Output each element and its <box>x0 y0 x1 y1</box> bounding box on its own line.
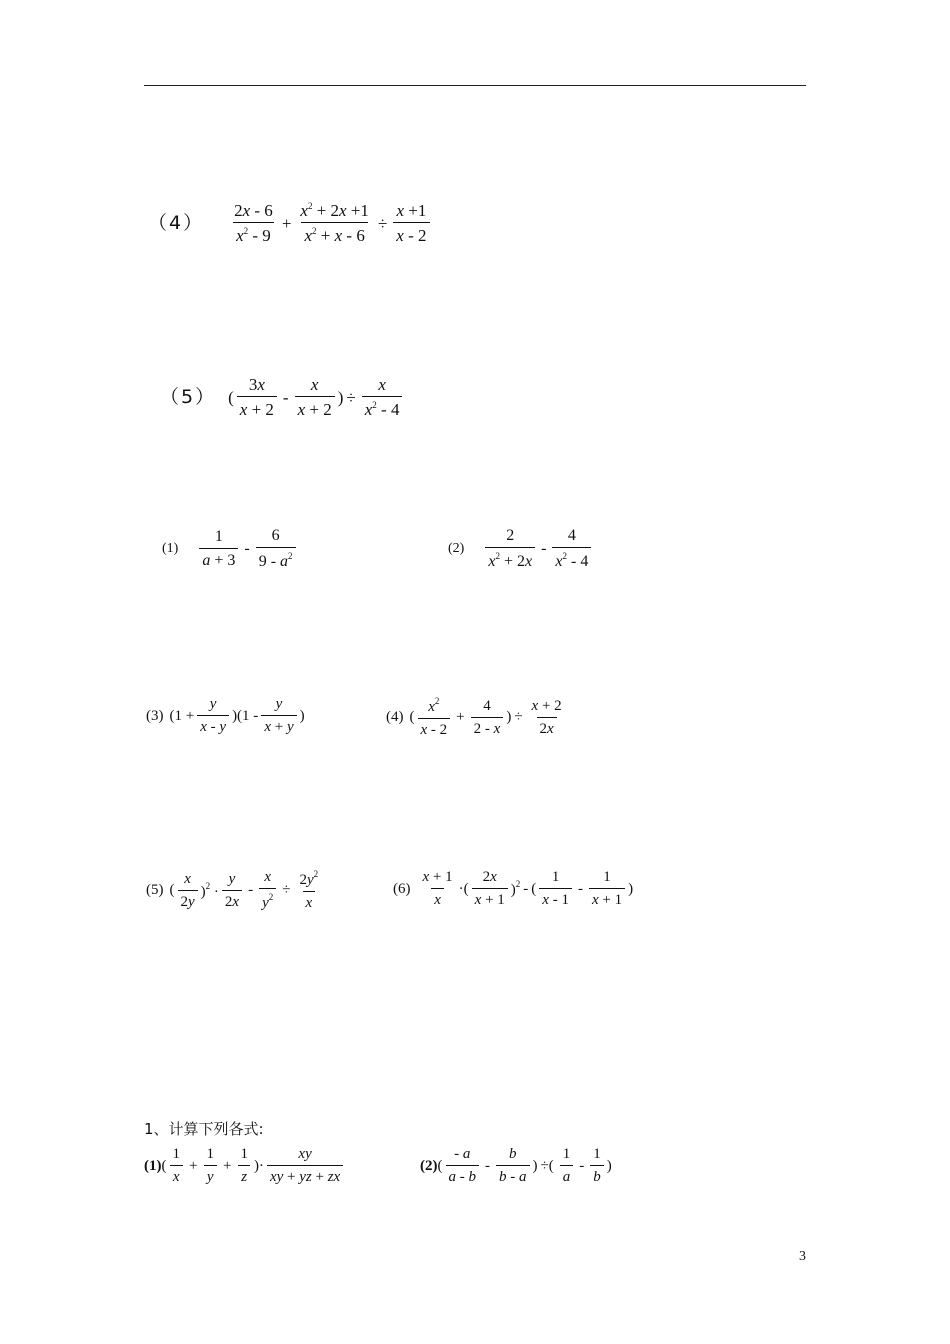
problem-label: (1) <box>162 541 179 556</box>
fraction: $\frac{3x}{x + 2}$ <box>237 376 277 418</box>
problem-3: (3) (1 + $\frac{y}{x - y}$ )(1 - $\frac{y}{x + y}$ ) <box>146 696 305 735</box>
problem-5: (5) ( $\frac{x}{2y}$ )$^2$ · $\frac{y}{2x}$ - $\frac{x}{y^2}$ ÷ $\frac{2y^2}{x}$ <box>146 870 324 911</box>
fraction: $\frac{- a}{a - b}$ <box>446 1147 480 1185</box>
problem-label: (1) <box>144 1157 162 1174</box>
fraction: $\frac{2y^2}{x}$ <box>299 869 319 911</box>
fraction: $\frac{4}{2 - x}$ <box>471 699 504 737</box>
fraction: $\frac{y}{x - y}$ <box>197 697 229 735</box>
problem-label: (6) <box>393 880 411 897</box>
fraction: $\frac{1}{x}$ <box>170 1147 184 1185</box>
problem-5-top: （5） ( $\frac{3x}{x + 2}$ - $\frac{x}{x + 2}$ ) ÷ $\frac{x}{x^2 - 4}$ <box>160 376 405 418</box>
problem-label: (3) <box>146 707 164 724</box>
problem-label: (2) <box>448 541 465 556</box>
fraction: $\frac{1}{x + 1}$ <box>589 870 625 908</box>
problem-4-top: （4） $\frac{2x - 6}{x^2 - 9}$ + $\frac{x^2 + 2x +1}{x^2 + x - 6}$ ÷ $\frac{x +1}{x - 2}$ <box>148 202 433 244</box>
problem-label: (5) <box>146 882 164 898</box>
problem-label: （4） <box>148 211 205 234</box>
fraction: $\frac{1}{a + 3}$ <box>199 529 238 569</box>
fraction: $\frac{x + 2}{2x}$ <box>531 697 562 737</box>
fraction: $\frac{1}{b}$ <box>590 1147 604 1185</box>
fraction: $\frac{y}{x + y}$ <box>261 697 296 735</box>
section-heading: 1、计算下列各式: <box>144 1120 264 1138</box>
problem-4: (4) ( $\frac{x^2}{x - 2}$ + $\frac{4}{2 - x}$ ) ÷ $\frac{x + 2}{2x}$ <box>386 697 568 738</box>
page-number: 3 <box>799 1249 806 1264</box>
fraction: $\frac{x + 1}{x}$ <box>422 869 453 908</box>
fraction: $\frac{1}{a}$ <box>560 1147 574 1185</box>
header-rule <box>144 85 806 86</box>
fraction: $\frac{x}{2y}$ <box>178 872 198 910</box>
fraction: $\frac{2}{x^2 + 2x}$ <box>485 528 535 570</box>
problem-bottom-1: (1) ( $\frac{1}{x}$ + $\frac{1}{y}$ + $\frac{1}{z}$ )· $\frac{xy}{xy + yz + zx}$ <box>144 1147 346 1185</box>
problem-2: (2) $\frac{2}{x^2 + 2x}$ - $\frac{4}{x^2 - 4}$ <box>448 528 594 570</box>
problem-label: （5） <box>160 385 217 408</box>
fraction: $\frac{x^2}{x - 2}$ <box>418 697 451 738</box>
fraction: $\frac{2x - 6}{x^2 - 9}$ <box>234 201 273 245</box>
fraction: $\frac{xy}{xy + yz + zx}$ <box>267 1147 343 1185</box>
fraction: $\frac{x}{x + 2}$ <box>295 376 335 418</box>
problem-label: (2) <box>420 1157 438 1174</box>
problem-label: (4) <box>386 709 404 725</box>
problem-1: (1) $\frac{1}{a + 3}$ - $\frac{6}{9 - a^2}$ <box>162 528 299 570</box>
fraction: $\frac{x +1}{x - 2}$ <box>393 202 429 244</box>
fraction: $\frac{y}{2x}$ <box>222 872 242 910</box>
fraction: $\frac{1}{x - 1}$ <box>539 870 572 908</box>
fraction: $\frac{6}{9 - a^2}$ <box>256 528 296 570</box>
problem-bottom-2: (2) ( $\frac{- a}{a - b}$ - $\frac{b}{b - a}$ ) ÷( $\frac{1}{a}$ - $\frac{1}{b}$ ) <box>420 1146 612 1185</box>
fraction: $\frac{1}{y}$ <box>203 1147 217 1185</box>
fraction: $\frac{b}{b - a}$ <box>496 1147 530 1185</box>
fraction: $\frac{2x}{x + 1}$ <box>472 870 508 908</box>
fraction: $\frac{x}{y^2}$ <box>259 870 276 911</box>
fraction: $\frac{4}{x^2 - 4}$ <box>552 528 591 570</box>
fraction: $\frac{1}{z}$ <box>237 1147 251 1185</box>
fraction: $\frac{x}{x^2 - 4}$ <box>362 376 403 418</box>
problem-6: (6) $\frac{x + 1}{x}$ ·( $\frac{2x}{x + 1}$ )$^2$ - ( $\frac{1}{x - 1}$ - $\frac{1}{x + 1}$ ) <box>393 869 634 908</box>
fraction: $\frac{x^2 + 2x +1}{x^2 + x - 6}$ <box>300 201 369 245</box>
